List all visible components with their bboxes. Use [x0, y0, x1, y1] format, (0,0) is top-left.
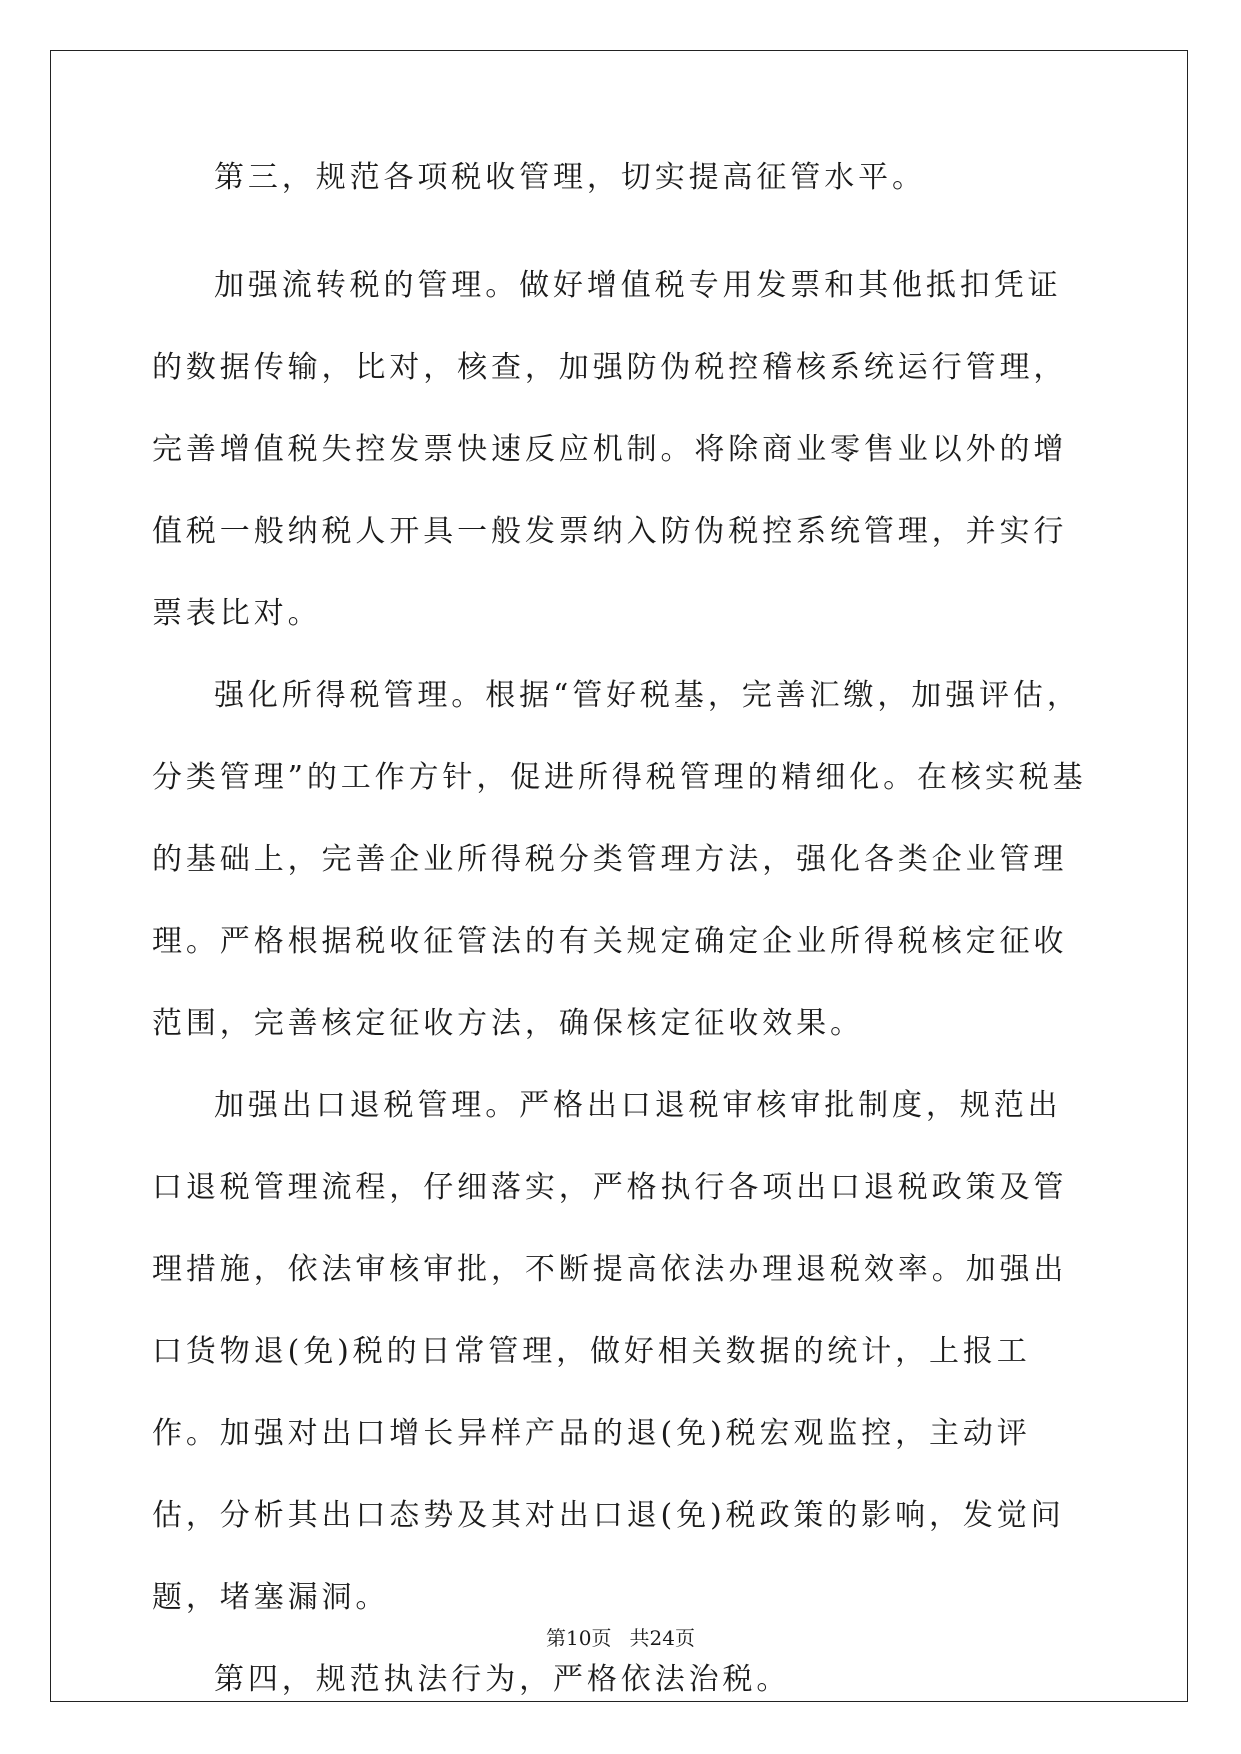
page-total: 共24页 — [629, 1626, 695, 1650]
page-number: 第10页 — [546, 1626, 612, 1650]
document-body — [152, 160, 1088, 1721]
paragraph-export-rebate: 加强出口退税管理。严格出口退税审核审批制度，规范出口退税管理流程，仔细落实，严格执行各项出口退税政策及管理措施，依法审核审批，不断提高依法办理退税效率。加强出口货物退(免)税的日常管理，做好相关数据的统计，上报工作。加强对出口增长异样产品的退(免)税宏观监控，主动评估，分析其出口态势及其对出口退(免)税政策的影响，发觉问题，堵塞漏洞。 — [152, 1088, 1068, 1615]
paragraph-income-tax: 强化所得税管理。根据“管好税基，完善汇缴，加强评估，分类管理”的工作方针，促进所得税管理的精细化。在核实税基的基础上，完善企业所得税分类管理方法，强化各类企业管理理。严格根据税收征管法的有关规定确定企业所得税核定征收范围，完善核定征收方法，确保核定征收效果。 — [152, 678, 1087, 1041]
page-footer — [0, 1622, 1241, 1651]
paragraph-turnover-tax: 加强流转税的管理。做好增值税专用发票和其他抵扣凭证的数据传输，比对，核查，加强防伪税控稽核系统运行管理，完善增值税失控发票快速反应机制。将除商业零售业以外的增值税一般纳税人开具一般发票纳入防伪税控系统管理，并实行票表比对。 — [152, 268, 1068, 631]
paragraph-heading-three: 第三，规范各项税收管理，切实提高征管水平。 — [214, 160, 926, 195]
paragraph-heading-four: 第四，规范执法行为，严格依法治税。 — [214, 1662, 791, 1697]
